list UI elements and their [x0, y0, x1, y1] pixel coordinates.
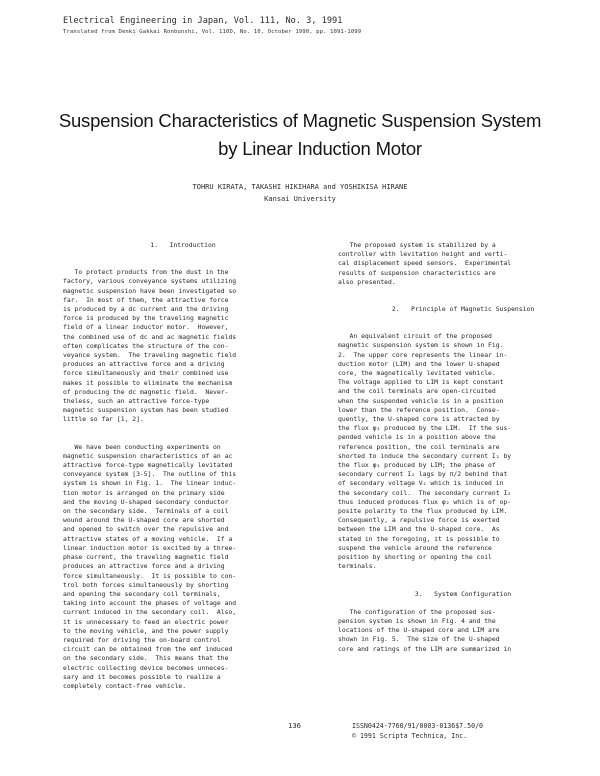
text-line: suspend the vehicle around the reference: [338, 543, 492, 552]
section-heading-introduction: 1. Introduction: [150, 241, 216, 249]
right-column: [338, 241, 588, 654]
text-line: and the coil terminals are open-circuited: [338, 387, 496, 396]
text-line: and the moving U-shaped secondary conductor: [63, 497, 229, 506]
section-heading-principle: 2. Principle of Magnetic Suspension: [391, 305, 535, 314]
text-line: on the secondary side. This means that the: [63, 654, 229, 663]
text-line: core and ratings of the LIM are summarized in: [338, 644, 512, 653]
text-line: reference position, the coil terminals are: [338, 442, 500, 451]
text-line: force simultaneously. It is possible to con-: [63, 571, 237, 580]
introduction-paragraph-1: [63, 268, 303, 424]
authors: TOHRU KIRATA, TAKASHI HIKIHARA and YOSHIKISA HIRANE: [192, 183, 408, 191]
text-line: factory, various conveyance systems utilizing: [63, 277, 237, 286]
text-line: posite polarity to the flux produced by LIM.: [338, 507, 508, 516]
text-line: An equivalent circuit of the proposed: [338, 332, 492, 341]
text-line: 2. The upper core represents the linear in-: [338, 350, 508, 359]
text-line: often complicates the structure of the con-: [63, 341, 229, 350]
text-line: of secondary voltage V₂ which is induced in: [338, 479, 504, 488]
configuration-paragraph: [338, 608, 588, 654]
text-line: magnetic suspension system is shown in Fig.: [338, 341, 504, 350]
text-line: the flux φ₁ produced by LIM; the phase of: [338, 461, 496, 470]
text-line: The voltage applied to LIM is kept constant: [338, 378, 504, 387]
journal-header: Electrical Engineering in Japan, Vol. 111, No. 3, 1991: [63, 16, 343, 26]
text-line: To protect products from the dust in the: [63, 268, 229, 277]
text-line: tion motor is arranged on the primary side: [63, 488, 225, 497]
text-line: the secondary coil. The secondary current I₂: [338, 488, 512, 497]
text-line: magnetic suspension have been investigated so: [63, 286, 237, 295]
text-line: stated in the foregoing, it is possible to: [338, 534, 500, 543]
text-line: produces an attractive force and a driving: [63, 562, 225, 571]
text-line: field of a linear inductor motor. However,: [63, 323, 229, 332]
copyright-line: © 1991 Scripta Technica, Inc.: [352, 732, 468, 740]
text-line: to the moving vehicle, and the power supply: [63, 626, 229, 635]
text-line: on the secondary side. Terminals of a coil: [63, 507, 229, 516]
text-line: when the suspended vehicle is in a position: [338, 396, 504, 405]
page-number: 136: [288, 721, 301, 730]
text-line: position by shorting or opening the coil: [338, 553, 492, 562]
text-line: lower than the reference position. Conse-: [338, 405, 500, 414]
text-line: locations of the U-shaped core and LIM are: [338, 626, 500, 635]
text-line: The proposed system is stabilized by a: [338, 241, 496, 249]
issn-line: ISSN0424-7760/91/0003-0136$7.50/0: [352, 722, 484, 730]
text-line: and opening the secondary coil terminals,: [63, 589, 221, 598]
text-line: completely contact-free vehicle.: [63, 681, 187, 690]
left-column: [63, 241, 303, 691]
text-line: trol both forces simultaneously by shorting: [63, 580, 229, 589]
text-line: magnetic suspension system has been studied: [63, 406, 229, 415]
text-line: pension system is shown in Fig. 4 and the: [338, 616, 496, 625]
text-line: current induced in the secondary coil. Also,: [63, 608, 237, 617]
introduction-paragraph-2: [63, 443, 303, 691]
text-line: core, the magnetically levitated vehicle.: [338, 369, 496, 378]
text-line: of producing the dc magnetic field. Never-: [63, 387, 229, 396]
text-line: circuit can be obtained from the emf induced: [63, 645, 233, 654]
text-line: shown in Fig. 5. The size of the U-shaped: [338, 635, 500, 644]
text-line: and opened to switch over the repulsive and: [63, 525, 229, 534]
text-line: veyance system. The traveling magnetic field: [63, 351, 237, 360]
text-line: between the LIM and the U-shaped core. As: [338, 525, 500, 534]
text-line: the combined use of dc and ac magnetic fields: [63, 332, 237, 341]
paper-title-line-2: by Linear Induction Motor: [218, 138, 422, 159]
text-line: taking into account the phases of voltage and: [63, 599, 237, 608]
text-line: We have been conducting experiments on: [63, 442, 221, 451]
text-line: controller with levitation height and verti-: [338, 250, 508, 259]
text-line: Consequently, a repulsive force is exerted: [338, 516, 500, 525]
text-line: quently, the U-shaped core is attracted by: [338, 415, 500, 424]
text-line: sary and it becomes possible to realize a: [63, 672, 221, 681]
text-line: it is unnecessary to feed an electric power: [63, 617, 229, 626]
text-line: shorted to induce the secondary current I₂ by: [338, 451, 512, 460]
text-line: secondary current I₂ lags by π/2 behind that: [338, 470, 508, 479]
translation-note: Translated from Denki Gakkai Ronbunshi, Vol. 110D, No. 10, October 1990, pp. 1091-1099: [63, 29, 362, 35]
introduction-paragraph-3: [338, 241, 588, 287]
text-line: attractive force-type magnetically levitated: [63, 461, 233, 470]
text-line: terminals.: [338, 562, 377, 571]
section-heading-system-configuration: 3. System Configuration: [414, 589, 512, 598]
text-line: far. In most of them, the attractive force: [63, 295, 229, 304]
text-line: little so far [1, 2].: [63, 415, 144, 424]
text-line: thus induced produces flux φ₂ which is of op-: [338, 497, 512, 506]
text-line: duction motor (LIM) and the lower U-shaped: [338, 359, 500, 368]
text-line: makes it possible to eliminate the mechanism: [63, 378, 233, 387]
affiliation: Kansai University: [264, 195, 336, 203]
text-line: phase current, the traveling magnetic field: [63, 553, 229, 562]
paper-title-line-1: Suspension Characteristics of Magnetic Suspension System: [58, 110, 542, 131]
text-line: force is produced by the traveling magnetic: [63, 314, 229, 323]
text-line: magnetic suspension characteristics of an ac: [63, 451, 233, 460]
text-line: pended vehicle is in a position above the: [338, 433, 496, 442]
text-line: attractive states of a moving vehicle. If a: [63, 534, 233, 543]
text-line: conveyance system [3-5]. The outline of this: [63, 470, 237, 479]
text-line: cal displacement speed sensors. Experimental: [338, 259, 512, 268]
text-line: is produced by a dc current and the driving: [63, 305, 229, 314]
text-line: theless, such an attractive force-type: [63, 397, 210, 406]
text-line: The configuration of the proposed sus-: [338, 607, 496, 616]
text-line: electric collecting device becomes unneces-: [63, 663, 229, 672]
principle-paragraph: [338, 332, 588, 571]
text-line: required for driving the on-board control: [63, 635, 221, 644]
text-line: linear induction motor is excited by a three-: [63, 543, 237, 552]
text-line: system is shown in Fig. 1. The linear induc-: [63, 479, 237, 488]
text-line: force simultaneously and their combined use: [63, 369, 229, 378]
text-line: the flux φ₁ produced by the LIM. If the sus-: [338, 424, 512, 433]
issn-block: [352, 721, 483, 741]
text-line: results of suspension characteristics are: [338, 268, 496, 277]
text-line: also presented.: [338, 277, 396, 286]
text-line: wound around the U-shaped core are shorted: [63, 516, 225, 525]
text-line: produces an attractive force and a driving: [63, 360, 225, 369]
